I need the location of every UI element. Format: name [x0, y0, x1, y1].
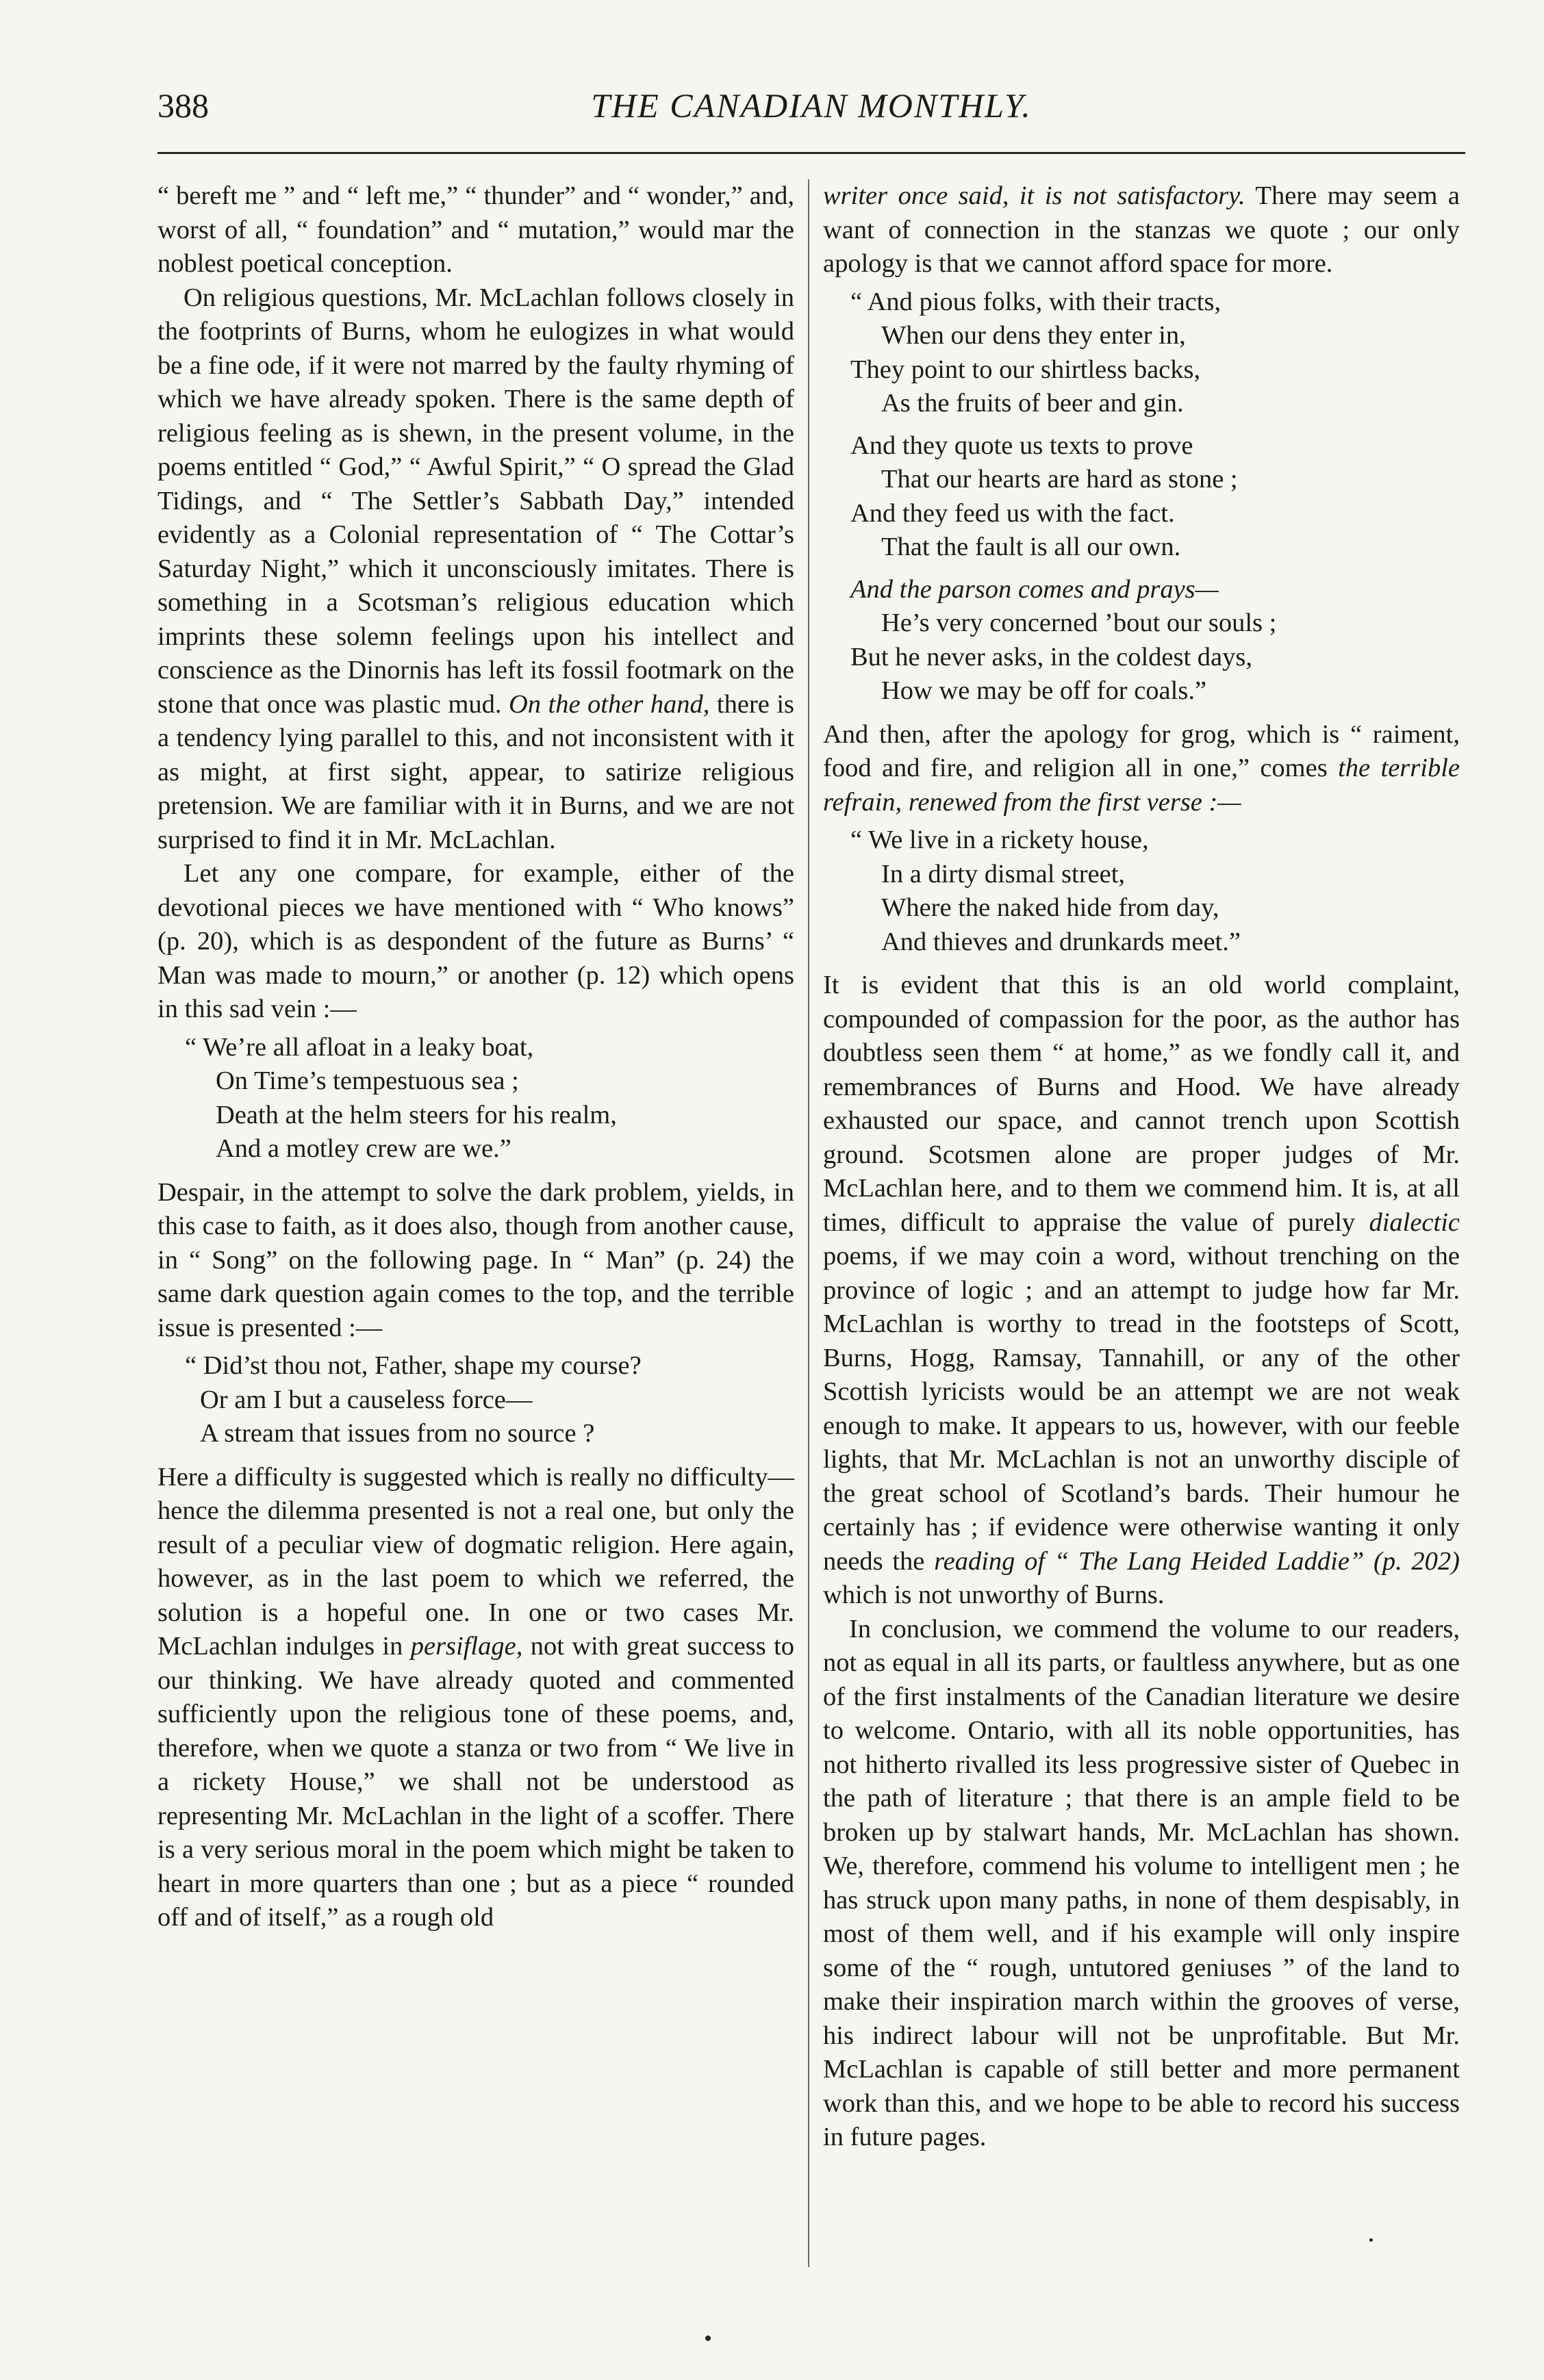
- page-number: 388: [157, 86, 209, 125]
- header-rule: [157, 152, 1465, 154]
- verse-line: And the parson comes and prays—: [850, 574, 1219, 604]
- paragraph: [823, 179, 1460, 281]
- verse-line: And thieves and drunkards meet.”: [881, 927, 1241, 956]
- verse-line: “ And pious folks, with their tracts,: [850, 287, 1222, 316]
- paragraph: In conclusion, we commend the volume to our readers, not as equal in all its parts, or faultless anywhere, but as one of the first instalments of the Canadian literature we desire to welcome. Ontario, with all its noble opportunities, has not hitherto rivalled its less progressive sister of Quebec in the path of literature ; that there is an ample field to be broken up by stalwart hands, Mr. McLachlan has shown. We, therefore, commend his volume to intelligent men ; he has struck upon many paths, in none of them despisably, in most of them well, and if his example will only inspire some of the “ rough, untutored geniuses ” of the land to make their inspiration march within the grooves of verse, his indirect labour will not be unprofitable. But Mr. McLachlan is capable of still better and more permanent work than this, and we hope to be able to record his success in future pages.: [823, 1614, 1460, 2151]
- verse-line: And a motley crew are we.”: [216, 1134, 511, 1163]
- paragraph-text: Here a difficulty is suggested which is really no difficulty—hence the dilemma presented is not a real one, but only the result of a peculiar view of dogmatic religion. Here again, however, as in the last poem to which we referred, the solution is a hopeful one. In one or two cases Mr. McLachlan indulges in: [157, 1462, 794, 1661]
- paragraph: “ bereft me ” and “ left me,” “ thunder” and “ wonder,” and, worst of all, “ foundation” and “ mutation,” would mar the noblest poetical conception.: [157, 181, 794, 278]
- stanza: [850, 429, 1460, 565]
- italic-text: writer once said, it is not satisfactory.: [823, 181, 1245, 210]
- italic-text: the terrible refrain, renewed from the first verse :—: [823, 754, 1460, 817]
- verse-line: They point to our shirtless backs,: [850, 355, 1201, 384]
- verse-line: That our hearts are hard as stone ;: [881, 465, 1238, 494]
- stanza: [850, 285, 1460, 421]
- verse-line: “ We’re all afloat in a leaky boat,: [185, 1032, 534, 1062]
- verse-line: Or am I but a causeless force—: [200, 1385, 533, 1414]
- italic-text: persiflage,: [410, 1632, 523, 1661]
- paragraph-text: not with great success to our thinking. We have already quoted and commented sufficiently upon the religious tone of these poems, and, therefore, when we quote a stanza or two from “ We live in a rickety House,” we shall not be understood as representing Mr. McLachlan in the light of a scoffer. There is a very serious moral in the poem which might be taken to heart in more quarters than one ; but as a piece “ rounded off and of itself,” as a rough old: [157, 1632, 795, 1932]
- left-column: [157, 179, 794, 1935]
- verse-line: As the fruits of beer and gin.: [881, 389, 1184, 418]
- verse-block: [185, 1031, 794, 1166]
- paragraph: [823, 969, 1460, 1613]
- verse-line: That the fault is all our own.: [881, 533, 1181, 561]
- paragraph-text: there is a tendency lying parallel to this, and not inconsistent with it as might, at first sight, appear, to satirize religious pretension. We are familiar with it in Burns, and we are not surprised to find it in Mr. McLachlan.: [157, 689, 795, 854]
- verse-line: Where the naked hide from day,: [881, 893, 1219, 922]
- verse-line: And they feed us with the fact.: [850, 498, 1175, 528]
- paragraph-text: On religious questions, Mr. McLachlan follows closely in the footprints of Burns, whom he eulogizes in what would be a fine ode, if it were not marred by the faulty rhyming of which we have already spoken. There is the same depth of religious feeling as is shewn, in the present volume, in the poems entitled “ God,” “ Awful Spirit,” “ O spread the Glad Tidings, and “ The Settler’s Sabbath Day,” intended evidently as a Colonial representation of “ The Cottar’s Saturday Night,” which it unconsciously imitates. There is something in a Scotsman’s religious education which imprints these solemn feelings upon his intellect and conscience as the Dinornis has left its fossil footmark on the stone that once was plastic mud.: [157, 283, 794, 719]
- paragraph-text: And then, after the apology for grog, which is “ raiment, food and fire, and religion all in one,” comes: [823, 719, 1460, 782]
- verse-line: Death at the helm steers for his realm,: [216, 1100, 617, 1129]
- verse-line: On Time’s tempestuous sea ;: [216, 1066, 519, 1095]
- verse-block: [850, 823, 1460, 959]
- paragraph: [157, 281, 794, 858]
- paragraph-text: which is not unworthy of Burns.: [823, 1581, 1165, 1609]
- column-divider: [808, 179, 809, 2267]
- verse-line: But he never asks, in the coldest days,: [850, 642, 1252, 671]
- verse-line: He’s very concerned ’bout our souls ;: [881, 609, 1277, 637]
- verse-line: And they quote us texts to prove: [850, 431, 1193, 460]
- running-title: THE CANADIAN MONTHLY.: [591, 86, 1032, 125]
- italic-text: dialectic: [1369, 1207, 1460, 1237]
- verse-line: “ Did’st thou not, Father, shape my course?: [185, 1351, 642, 1380]
- italic-text: reading of “ The Lang Heided Laddie” (p. 202): [934, 1546, 1460, 1576]
- stanza: [850, 573, 1460, 708]
- paragraph-text: It is evident that this is an old world complaint, compounded of compassion for the poor, as the author has doubtless seen them “ at home,” as we fondly call it, and remembrances of Burns and Hood. We have already exhausted our space, and cannot trench upon Scottish ground. Scotsmen alone are proper judges of Mr. McLachlan here, and to them we commend him. It is, at all times, difficult to appraise the value of purely: [823, 971, 1460, 1237]
- right-column: [823, 179, 1460, 2155]
- page-header: [157, 86, 1465, 140]
- verse-line: “ We live in a rickety house,: [850, 826, 1149, 854]
- verse-block: [185, 1349, 794, 1451]
- verse-line: In a dirty dismal street,: [881, 859, 1126, 888]
- verse-line: A stream that issues from no source ?: [200, 1419, 595, 1448]
- paragraph: [157, 1461, 794, 1935]
- verse-block: [850, 285, 1460, 708]
- paragraph: [823, 718, 1460, 820]
- italic-text: On the other hand,: [509, 689, 710, 719]
- paragraph-text: poems, if we may coin a word, without trenching on the province of logic ; and an attempt to judge how far Mr. McLachlan is worthy to tread in the footsteps of Scott, Burns, Hogg, Ramsay, Tannahill, or any of the other Scottish lyricists would be an attempt we are not weak enough to make. It appears to us, however, with our feeble lights, that Mr. McLachlan is not an unworthy disciple of the great school of Scotland’s bards. Their humour he certainly has ; if evidence were otherwise wanting it only needs the: [823, 1242, 1460, 1576]
- verse-line: When our dens they enter in,: [881, 321, 1186, 350]
- paragraph: Despair, in the attempt to solve the dark problem, yields, in this case to faith, as it does also, though from another cause, in “ Song” on the following page. In “ Man” (p. 24) the same dark question again comes to the top, and the terrible issue is presented :—: [157, 1177, 794, 1342]
- paragraph-text: There may seem a want of connection in the stanzas we quote ; our only apology is that we cannot afford space for more.: [823, 181, 1460, 278]
- paragraph: Let any one compare, for example, either of the devotional pieces we have mentioned with “ Who knows” (p. 20), which is as despondent of the future as Burns’ “ Man was made to mourn,” or another (p. 12) which opens in this sad vein :—: [157, 859, 794, 1023]
- verse-line: How we may be off for coals.”: [881, 676, 1207, 705]
- print-speck: [1369, 2238, 1373, 2242]
- print-speck: [705, 2336, 711, 2341]
